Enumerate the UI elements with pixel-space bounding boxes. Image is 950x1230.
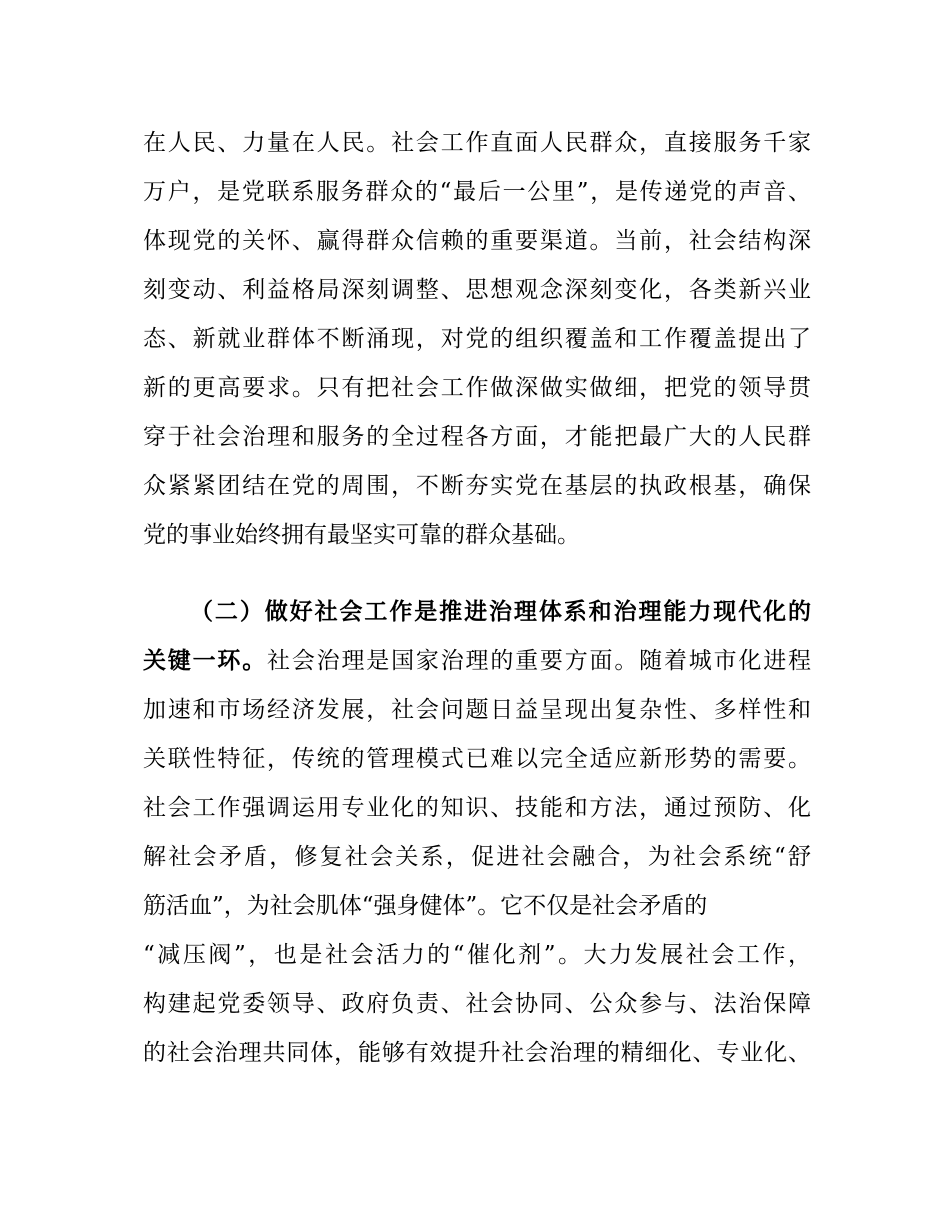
body-text: “减压阀”，也是社会活力的“催化剂”。大力发展社会工作， xyxy=(143,942,811,968)
body-text: 构建起党委领导、政府负责、社会协同、公众参与、法治保障 xyxy=(143,991,811,1017)
text-line xyxy=(143,128,811,158)
text-line xyxy=(143,793,811,823)
text-line xyxy=(143,744,811,774)
text-line xyxy=(143,226,811,256)
body-text: 党的事业始终拥有最坚实可靠的群众基础。 xyxy=(143,522,580,548)
text-line xyxy=(143,695,811,725)
text-line xyxy=(143,177,811,207)
body-text: 关联性特征，传统的管理模式已难以完全适应新形势的需要。 xyxy=(143,746,811,772)
body-text: 新的更高要求。只有把社会工作做深做实做细，把党的领导贯 xyxy=(143,375,811,401)
bold-heading-text: （二）做好社会工作是推进治理体系和治理能力现代化的 xyxy=(190,599,811,625)
body-text: 众紧紧团结在党的周围，不断夯实党在基层的执政根基，确保 xyxy=(143,473,811,499)
text-line xyxy=(143,989,811,1019)
text-line xyxy=(143,324,811,354)
text-line xyxy=(143,275,811,305)
body-text: 在人民、力量在人民。社会工作直面人民群众，直接服务千家 xyxy=(143,130,811,156)
body-text: 态、新就业群体不断涌现，对党的组织覆盖和工作覆盖提出了 xyxy=(143,326,811,352)
body-text: 加速和市场经济发展，社会问题日益呈现出复杂性、多样性和 xyxy=(143,697,811,723)
text-line xyxy=(143,646,811,676)
text-line xyxy=(143,471,811,501)
body-text: 刻变动、利益格局深刻调整、思想观念深刻变化，各类新兴业 xyxy=(143,277,811,303)
body-text: 体现党的关怀、赢得群众信赖的重要渠道。当前，社会结构深 xyxy=(143,228,811,254)
body-text: 的社会治理共同体，能够有效提升社会治理的精细化、专业化、 xyxy=(143,1040,811,1066)
text-line xyxy=(143,940,811,970)
text-line xyxy=(143,842,811,872)
text-line xyxy=(190,597,811,627)
body-text: 筋活血”，为社会肌体“强身健体”。它不仅是社会矛盾的 xyxy=(143,893,708,919)
text-line xyxy=(143,1038,811,1068)
text-line xyxy=(143,422,811,452)
text-line xyxy=(143,373,811,403)
body-text: 穿于社会治理和服务的全过程各方面，才能把最广大的人民群 xyxy=(143,424,811,450)
bold-heading-text: 关键一环。 xyxy=(143,648,268,674)
body-text: 社会治理是国家治理的重要方面。随着城市化进程 xyxy=(267,648,812,674)
body-text: 解社会矛盾，修复社会关系，促进社会融合，为社会系统“舒 xyxy=(143,844,811,870)
body-text: 社会工作强调运用专业化的知识、技能和方法，通过预防、化 xyxy=(143,795,811,821)
body-text: 万户，是党联系服务群众的“最后一公里”，是传递党的声音、 xyxy=(143,179,811,205)
text-line xyxy=(143,891,811,921)
text-line xyxy=(143,520,811,550)
